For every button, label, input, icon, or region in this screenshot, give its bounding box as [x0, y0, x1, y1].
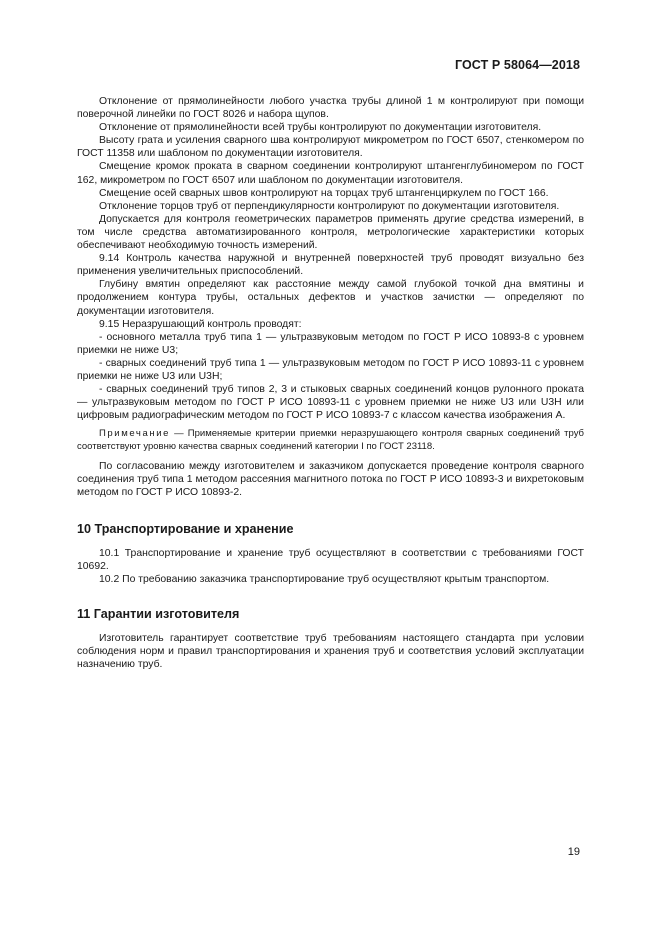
paragraph: Отклонение торцов труб от перпендикулярности контролируют по документации изготовителя. [99, 200, 560, 212]
paragraph: Отклонение от прямолинейности любого участка трубы длиной 1 м контролируют при помощи поверочной линейки по ГОСТ 8026 и набора щупов. [77, 96, 584, 121]
note-label: Примечание [99, 428, 170, 440]
page-body [77, 95, 584, 671]
paragraph: 9.15 Неразрушающий контроль проводят: [99, 318, 302, 330]
paragraph: По согласованию между изготовителем и заказчиком допускается проведение контроля сварного соединения труб типа 1 методом рассеяния магнитного потока по ГОСТ Р ИСО 10893-3 и вихретоковым методом по ГОСТ Р ИСО 10893-2. [77, 460, 584, 498]
paragraph: Смещение осей сварных швов контролируют на торцах труб штангенциркулем по ГОСТ 166. [99, 187, 549, 199]
paragraph: Высоту грата и усиления сварного шва контролируют микрометром по ГОСТ 6507, стенкомером по ГОСТ 11358 или шаблоном по документации изготовителя. [77, 135, 584, 160]
paragraph: Изготовитель гарантирует соответствие труб требованиям настоящего стандарта при условии соблюдения норм и правил транспортирования и хранения труб и соответствия условий эксплуатации назначению труб. [77, 633, 584, 671]
paragraph: 10.1 Транспортирование и хранение труб осуществляют в соответствии с требованиями ГОСТ 10692. [77, 547, 584, 572]
section-heading: 10 Транспортирование и хранение [77, 521, 294, 536]
list-item: - сварных соединений труб типа 1 — ультразвуковым методом по ГОСТ Р ИСО 10893-11 с уровнем приемки не ниже U3 или U3H; [77, 357, 584, 382]
paragraph: 10.2 По требованию заказчика транспортирование труб осуществляют крытым транспортом. [99, 574, 550, 585]
paragraph: Смещение кромок проката в сварном соединении контролируют штангенглубиномером по ГОСТ 162, микрометром по ГОСТ 6507 или шаблоном по документации изготовителя. [77, 161, 584, 186]
section-heading: 11 Гарантии изготовителя [77, 607, 240, 622]
paragraph: 9.14 Контроль качества наружной и внутренней поверхностей труб проводят визуально без применения увеличительных приспособлений. [77, 253, 584, 278]
page-number: 19 [567, 846, 580, 858]
note-text: — Применяемые критерии приемки неразрушающего контроля сварных соединений труб соответствуют уровню качества сварных соединений категории I по ГОСТ 23118. [77, 428, 584, 452]
paragraph: Отклонение от прямолинейности всей трубы контролируют по документации изготовителя. [99, 122, 542, 134]
list-item: - основного металла труб типа 1 — ультразвуковым методом по ГОСТ Р ИСО 10893-8 с уровнем приемки не ниже U3; [77, 331, 584, 356]
paragraph: Допускается для контроля геометрических параметров применять другие средства измерений, в том числе средства автоматизированного контроля, метрологические характеристики которых обеспечивают необходимую точность измерений. [77, 213, 584, 252]
document-id: ГОСТ Р 58064—2018 [454, 58, 580, 72]
list-item: - сварных соединений труб типов 2, 3 и стыковых сварных соединений концов рулонного проката — ультразвуковым методом по ГОСТ Р ИСО 10893-11 с уровнем приемки не ниже U3 или U3H или цифровым радиографическим методом по ГОСТ Р ИСО 10893-7 с классом качества изображения А. [77, 384, 584, 422]
note [77, 428, 584, 453]
paragraph: Глубину вмятин определяют как расстояние между самой глубокой точкой дна вмятины и продолжением контура трубы, остальных дефектов и участков зачистки — определяют по документации изготовителя. [77, 279, 584, 317]
